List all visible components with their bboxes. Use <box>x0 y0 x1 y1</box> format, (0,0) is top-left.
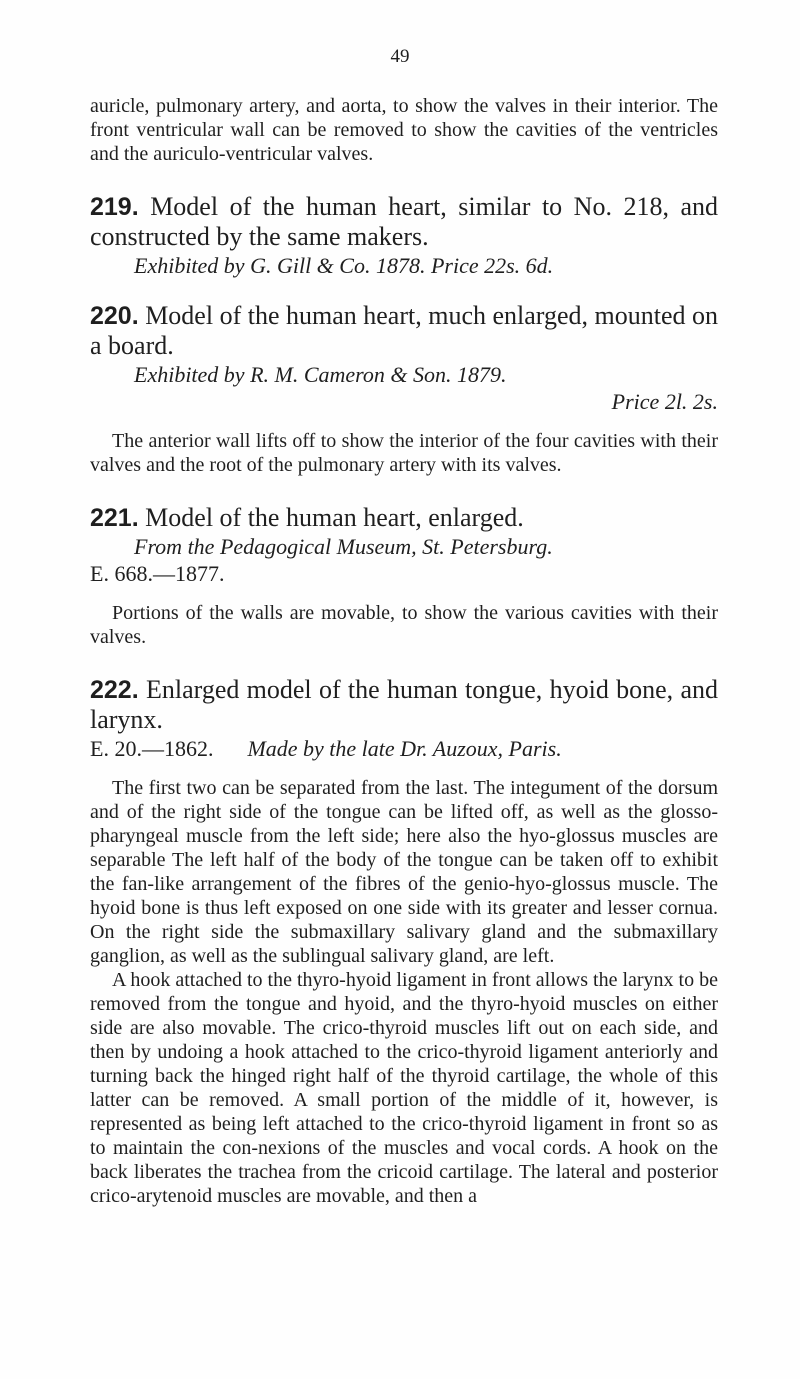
entry-number: 220. <box>90 302 139 330</box>
entry-heading <box>90 192 718 252</box>
entry-219 <box>90 192 718 279</box>
entry-title: Model of the human heart, much enlarged, mounted on a board. <box>90 301 719 360</box>
entry-heading <box>90 675 718 735</box>
entry-description: The anterior wall lifts off to show the interior of the four cavities with their valves and the root of the pulmonary artery with its valves. <box>90 430 718 476</box>
entry-heading <box>90 301 718 361</box>
entry-number: 219. <box>90 193 139 221</box>
entry-number: 221. <box>90 504 139 532</box>
entry-credit: From the Pedagogical Museum, St. Petersburg. <box>134 534 553 559</box>
entry-221 <box>90 503 718 649</box>
entry-reference: E. 20.—1862. <box>90 736 214 761</box>
entry-reference: E. 668.—1877. <box>90 561 225 586</box>
intro-paragraph: auricle, pulmonary artery, and aorta, to show the valves in their interior. The front ventricular wall can be removed to show the cavities of the ventricles and the auriculo-ventricular valves. <box>90 95 718 165</box>
entry-heading <box>90 503 718 533</box>
entry-220 <box>90 301 718 477</box>
entry-credit: Exhibited by R. M. Cameron & Son. 1879. <box>134 362 507 387</box>
entry-description-continued: A hook attached to the thyro-hyoid ligament in front allows the larynx to be removed from the tongue and hyoid, and the thyro-hyoid muscles on either side are also movable. The crico-thyroid muscles lift out on each side, and then by undoing a hook attached to the crico-thyroid ligament anteriorly and turning back the hinged right half of the thyroid cartilage, the whole of this latter can be removed. A small portion of the middle of it, however, is represented as being left attached to the crico-thyroid ligament in front so as to maintain the con-nexions of the muscles and vocal cords. A hook on the back liberates the trachea from the cricoid cartilage. The lateral and posterior crico-arytenoid muscles are movable, and then a <box>90 969 718 1207</box>
entry-description: Portions of the walls are movable, to show the various cavities with their valves. <box>90 602 718 648</box>
entry-title: Model of the human heart, enlarged. <box>145 503 524 532</box>
entry-title: Enlarged model of the human tongue, hyoid bone, and larynx. <box>90 675 719 734</box>
entry-number: 222. <box>90 676 139 704</box>
entry-credit: Exhibited by G. Gill & Co. 1878. Price 22s. 6d. <box>134 253 554 278</box>
page-content <box>90 94 718 1208</box>
entry-reference-line <box>90 735 718 762</box>
entry-price: Price 2l. 2s. <box>611 389 718 414</box>
entry-222 <box>90 675 718 1208</box>
page-number: 49 <box>390 46 410 67</box>
entry-description: The first two can be separated from the last. The integument of the dorsum and of the right side of the tongue can be lifted off, as well as the glosso-pharyngeal muscle from the left side; here also the hyo-glossus muscles are separable The left half of the body of the tongue can be taken off to exhibit the fan-like arrangement of the fibres of the genio-hyo-glossus muscle. The hyoid bone is thus left exposed on one side with its greater and lesser cornua. On the right side the submaxillary salivary gland and the submaxillary ganglion, as well as the sublingual salivary gland, are left. <box>90 777 718 967</box>
entry-credit: Made by the late Dr. Auzoux, Paris. <box>247 736 562 761</box>
entry-title: Model of the human heart, similar to No. 218, and constructed by the same makers. <box>90 192 719 251</box>
